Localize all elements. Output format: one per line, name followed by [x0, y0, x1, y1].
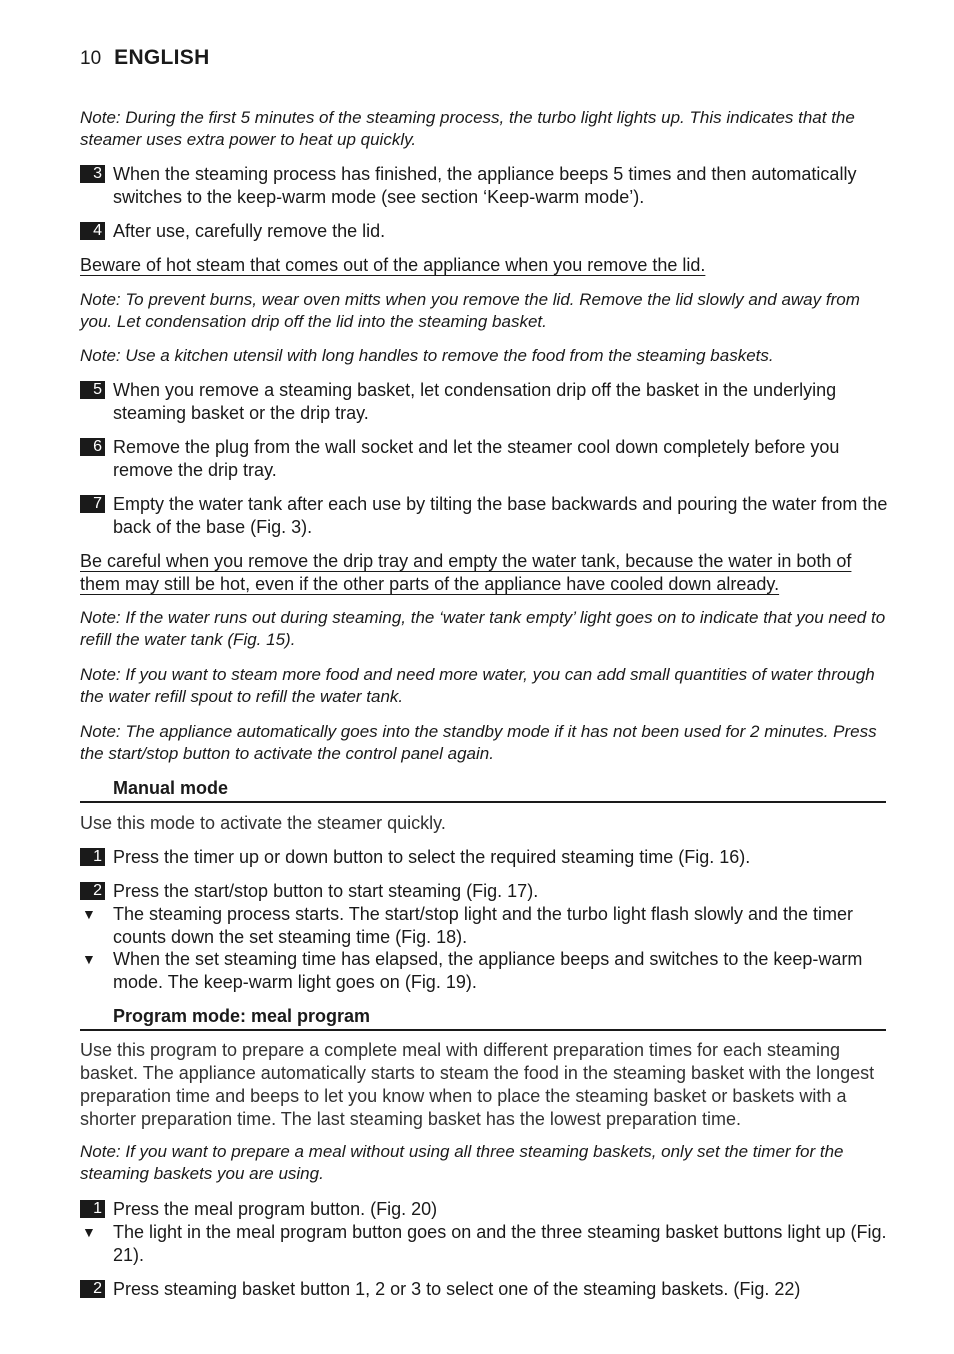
step-4: [80, 220, 890, 243]
note-turbo-light: Note: During the first 5 minutes of the steaming process, the turbo light lights up. This indicates that the steamer uses extra power to heat up quickly.: [80, 108, 855, 149]
step-number-badge: 4: [80, 222, 105, 240]
step-text: Press steaming basket button 1, 2 or 3 to select one of the steaming baskets. (Fig. 22): [113, 1279, 801, 1299]
step-number-badge: 2: [80, 1280, 105, 1298]
step-text: After use, carefully remove the lid.: [113, 221, 386, 241]
program-step-1: [80, 1198, 890, 1221]
step-7: [80, 493, 890, 539]
step-number-badge: 5: [80, 381, 105, 399]
bullet-text: When the set steaming time has elapsed, the appliance beeps and switches to the keep-warm mode. The keep-warm light goes on (Fig. 19).: [113, 949, 863, 992]
step-5: [80, 379, 890, 425]
step-text: When the steaming process has finished, the appliance beeps 5 times and then automatically switches to the keep-warm mode (see section ‘Keep-warm mode’).: [113, 164, 857, 207]
language-heading: ENGLISH: [114, 46, 210, 69]
section-manual-mode: [80, 777, 886, 803]
note-kitchen-utensil: Note: Use a kitchen utensil with long handles to remove the food from the steaming baskets.: [80, 346, 774, 365]
program-step-2: [80, 1278, 890, 1301]
note-water-tank-empty: Note: If the water runs out during steaming, the ‘water tank empty’ light goes on to indicate that you need to refill the water tank (Fig. 15).: [80, 608, 886, 649]
step-text: Press the start/stop button to start steaming (Fig. 17).: [113, 881, 539, 901]
warning-hot-steam: Beware of hot steam that comes out of the appliance when you remove the lid.: [80, 255, 706, 275]
step-number-badge: 2: [80, 882, 105, 900]
step-text: Press the timer up or down button to select the required steaming time (Fig. 16).: [113, 847, 751, 867]
bullet-triangle-icon: ▼: [82, 906, 96, 922]
manual-bullet-1: [80, 903, 890, 949]
section-title: Manual mode: [113, 778, 229, 798]
warning-drip-tray: Be careful when you remove the drip tray and empty the water tank, because the water in both of them may still be hot, even if the other parts of the appliance have cooled down already.: [80, 551, 852, 594]
bullet-text: The steaming process starts. The start/stop light and the turbo light flash slowly and the timer counts down the set steaming time (Fig. 18).: [113, 904, 854, 947]
step-text: Empty the water tank after each use by tilting the base backwards and pouring the water from the back of the base (Fig. 3).: [113, 494, 888, 537]
section-title: Program mode: meal program: [113, 1006, 371, 1026]
program-mode-intro: Use this program to prepare a complete meal with different preparation times for each steaming basket. The appliance automatically starts to steam the food in the steaming basket with the longest preparation time and beeps to let you know when to place the steaming basket or baskets with a shorter preparation time. The last steaming basket has the lowest preparation time.: [80, 1040, 875, 1129]
note-more-water: Note: If you want to steam more food and need more water, you can add small quantities of water through the water refill spout to refill the water tank.: [80, 665, 875, 706]
manual-mode-intro: Use this mode to activate the steamer quickly.: [80, 813, 446, 833]
note-meal-baskets: Note: If you want to prepare a meal without using all three steaming baskets, only set the timer for the steaming baskets you are using.: [80, 1142, 844, 1183]
step-3: [80, 163, 890, 209]
step-number-badge: 1: [80, 1200, 105, 1218]
note-prevent-burns: Note: To prevent burns, wear oven mitts when you remove the lid. Remove the lid slowly and away from you. Let condensation drip off the lid into the steaming basket.: [80, 290, 860, 331]
bullet-text: The light in the meal program button goes on and the three steaming basket buttons light up (Fig. 21).: [113, 1222, 887, 1265]
step-6: [80, 436, 890, 482]
step-number-badge: 1: [80, 848, 105, 866]
step-number-badge: 7: [80, 495, 105, 513]
page-header: [80, 46, 210, 76]
step-text: Remove the plug from the wall socket and let the steamer cool down completely before you remove the drip tray.: [113, 437, 840, 480]
section-program-mode: [80, 1005, 886, 1031]
bullet-triangle-icon: ▼: [82, 1224, 96, 1240]
page-number: 10: [80, 48, 102, 69]
manual-step-1: [80, 846, 890, 869]
step-text: Press the meal program button. (Fig. 20): [113, 1199, 438, 1219]
manual-step-2: [80, 880, 890, 903]
bullet-triangle-icon: ▼: [82, 951, 96, 967]
program-bullet-1: [80, 1221, 890, 1267]
manual-bullet-2: [80, 948, 890, 994]
step-text: When you remove a steaming basket, let condensation drip off the basket in the underlying steaming basket or the drip tray.: [113, 380, 837, 423]
step-number-badge: 3: [80, 165, 105, 183]
note-standby-mode: Note: The appliance automatically goes into the standby mode if it has not been used for 2 minutes. Press the start/stop button to activate the control panel again.: [80, 722, 877, 763]
step-number-badge: 6: [80, 438, 105, 456]
